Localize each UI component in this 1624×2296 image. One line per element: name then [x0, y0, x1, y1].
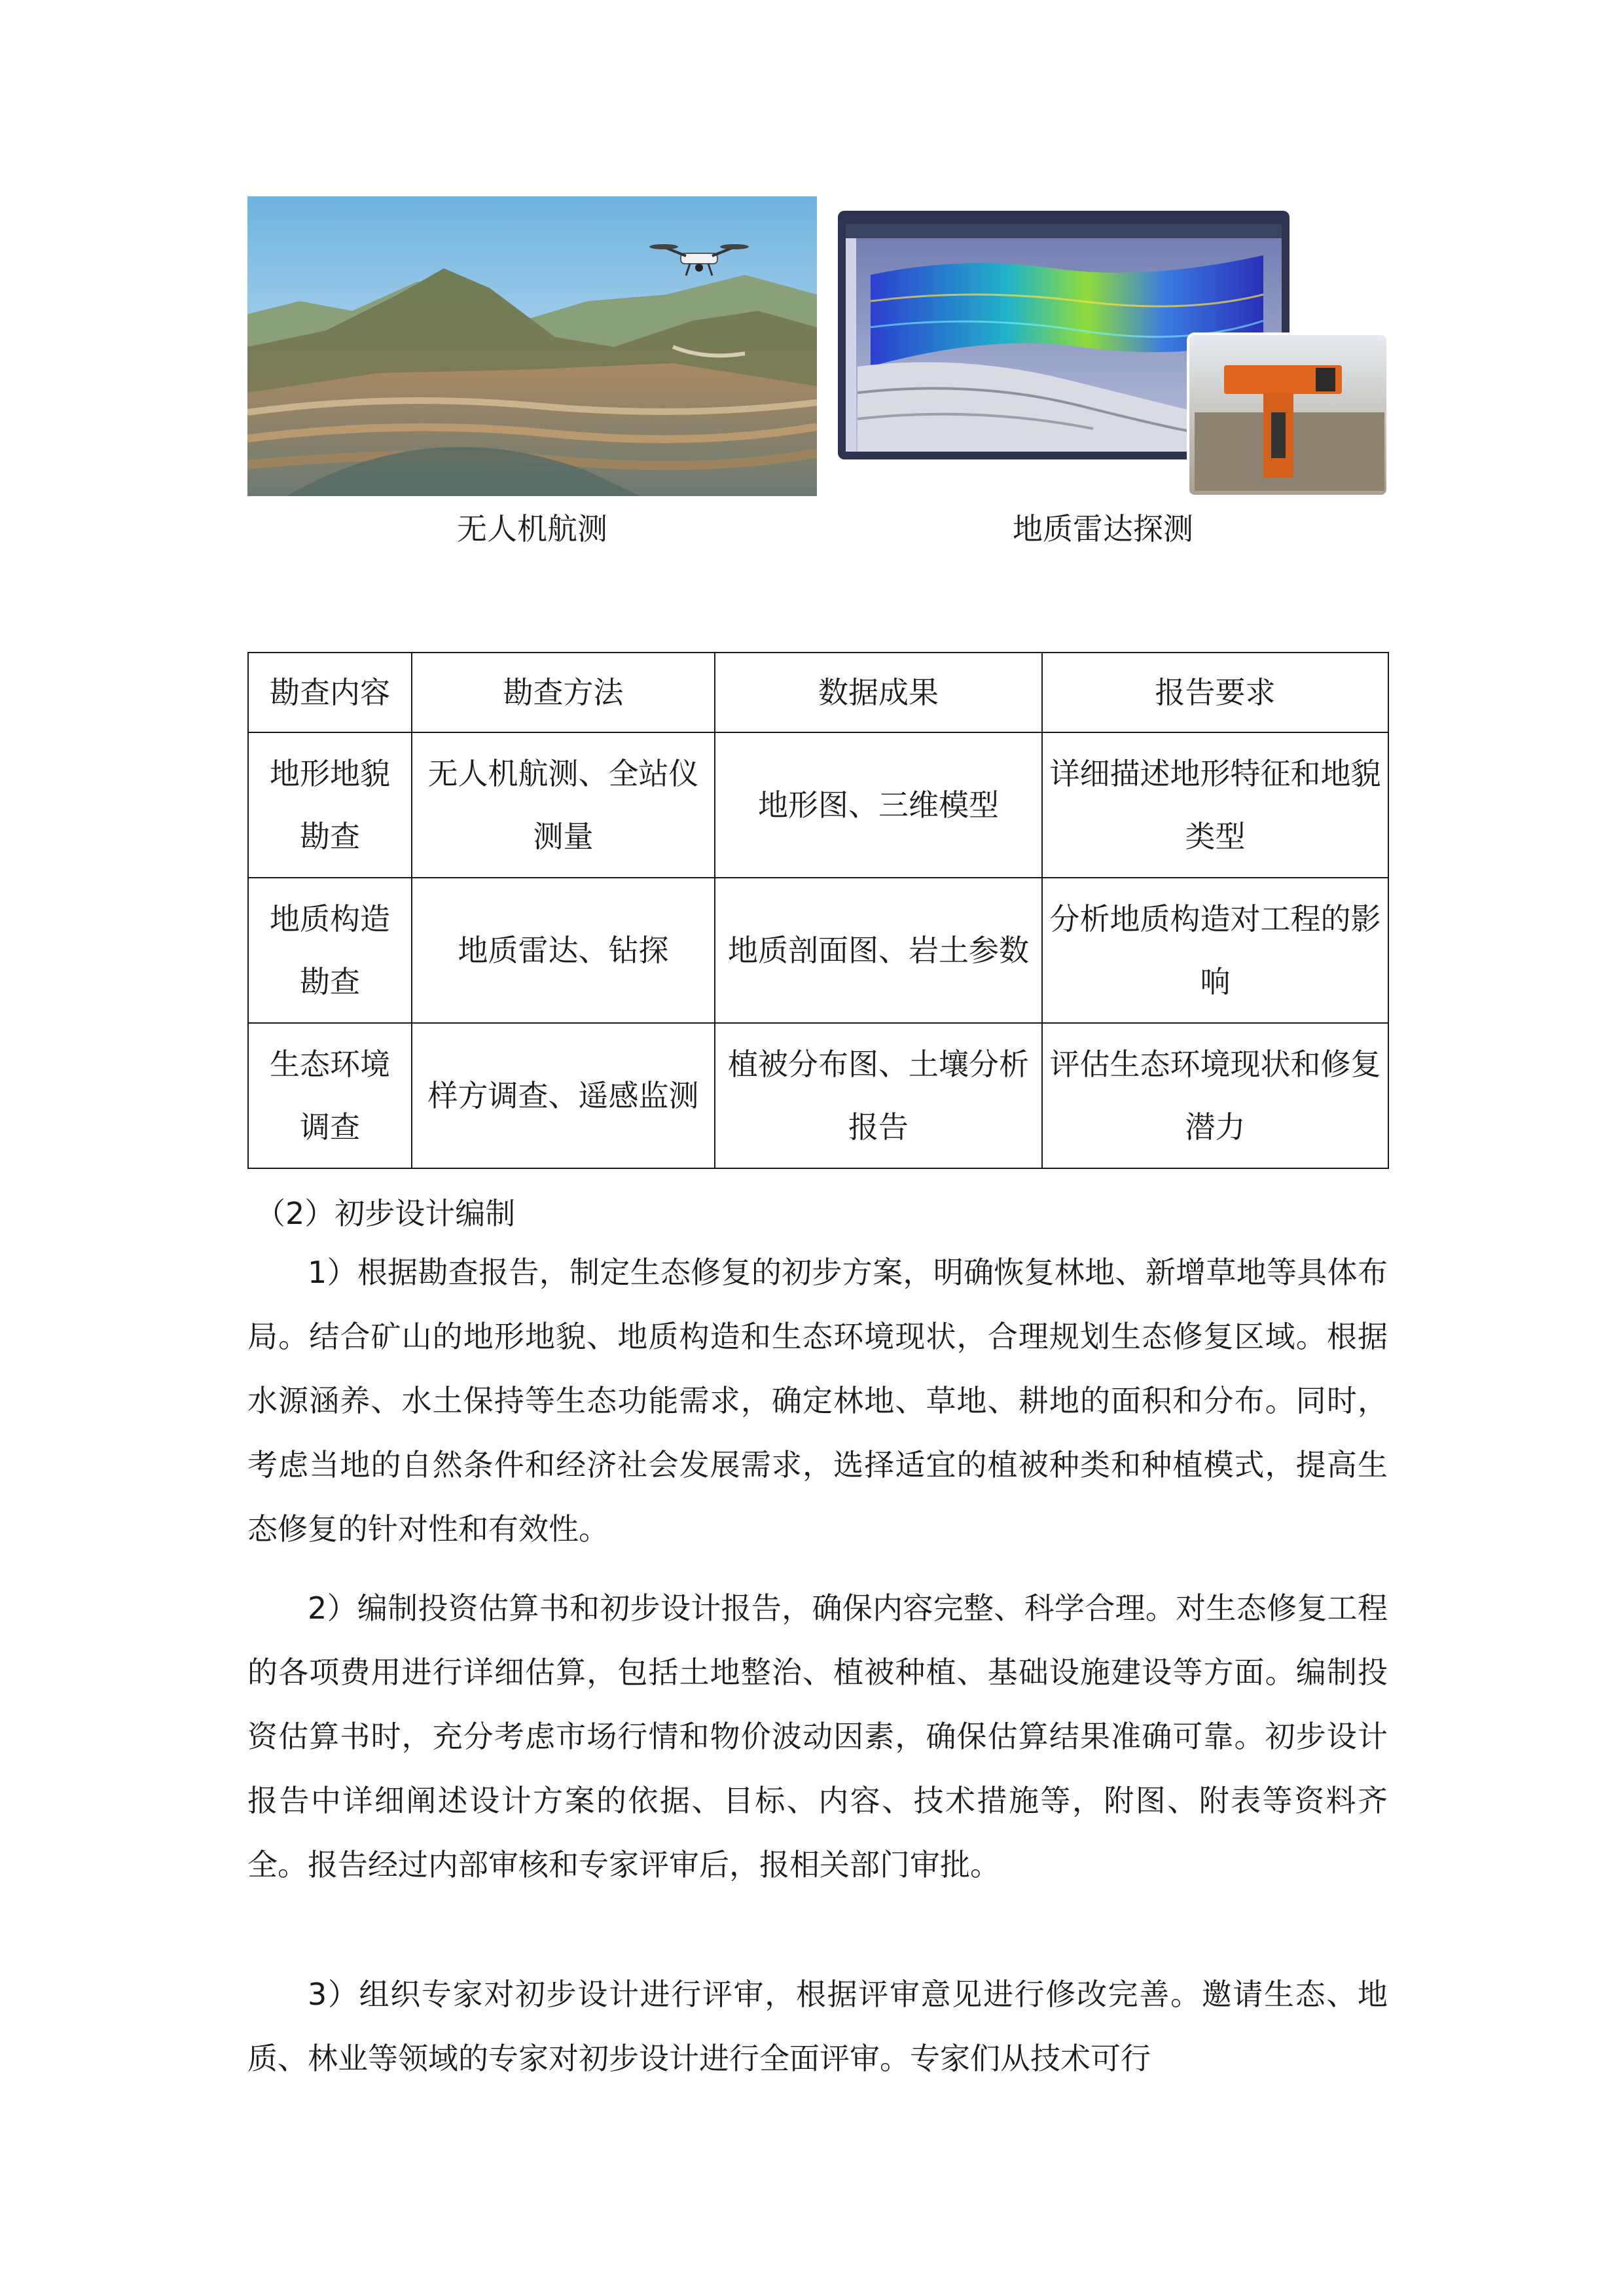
table-cell: 详细描述地形特征和地貌类型 [1042, 732, 1388, 878]
paragraph: 3）组织专家对初步设计进行评审，根据评审意见进行修改完善。邀请生态、地质、林业等领域的专家对初步设计进行全面评审。专家们从技术可行 [247, 1977, 1388, 2076]
table-cell: 地质剖面图、岩土参数 [715, 878, 1042, 1023]
table-header-cell: 报告要求 [1042, 653, 1388, 732]
section-heading: （2）初步设计编制 [255, 1196, 516, 1231]
table-header-row [248, 653, 1388, 732]
table-cell: 植被分布图、土壤分析报告 [715, 1023, 1042, 1168]
table-cell: 评估生态环境现状和修复潜力 [1042, 1023, 1388, 1168]
table-row [248, 732, 1388, 878]
table-cell: 无人机航测、全站仪测量 [412, 732, 715, 878]
table-row [248, 878, 1388, 1023]
table-cell: 分析地质构造对工程的影响 [1042, 878, 1388, 1023]
survey-table [247, 652, 1389, 1169]
table-header-cell: 勘查内容 [248, 653, 412, 732]
table-cell: 地形地貌勘查 [248, 732, 412, 878]
table-header-cell: 数据成果 [715, 653, 1042, 732]
table-row [248, 1023, 1388, 1168]
table-header-cell: 勘查方法 [412, 653, 715, 732]
table-cell: 地质构造勘查 [248, 878, 412, 1023]
table-cell: 地形图、三维模型 [715, 732, 1042, 878]
drone-survey-icon [247, 196, 817, 496]
geological-radar-image [831, 196, 1388, 496]
table-cell: 样方调查、遥感监测 [412, 1023, 715, 1168]
table-cell: 地质雷达、钻探 [412, 878, 715, 1023]
geological-radar-icon [831, 196, 1388, 496]
drone-survey-image [247, 196, 817, 496]
table-cell: 生态环境调查 [248, 1023, 412, 1168]
paragraph: 1）根据勘查报告，制定生态修复的初步方案，明确恢复林地、新增草地等具体布局。结合矿山的地形地貌、地质构造和生态环境现状，合理规划生态修复区域。根据水源涵养、水土保持等生态功能需求，确定林地、草地、耕地的面积和分布。同时，考虑当地的自然条件和经济社会发展需求，选择适宜的植被种类和种植模式，提高生态修复的针对性和有效性。 [247, 1255, 1388, 1547]
figure-caption-radar: 地质雷达探测 [1013, 511, 1193, 547]
paragraph: 2）编制投资估算书和初步设计报告，确保内容完整、科学合理。对生态修复工程的各项费用进行详细估算，包括土地整治、植被种植、基础设施建设等方面。编制投资估算书时，充分考虑市场行情和物价波动因素，确保估算结果准确可靠。初步设计报告中详细阐述设计方案的依据、目标、内容、技术措施等，附图、附表等资料齐全。报告经过内部审核和专家评审后，报相关部门审批。 [247, 1590, 1388, 1882]
figure-caption-drone: 无人机航测 [457, 511, 607, 547]
